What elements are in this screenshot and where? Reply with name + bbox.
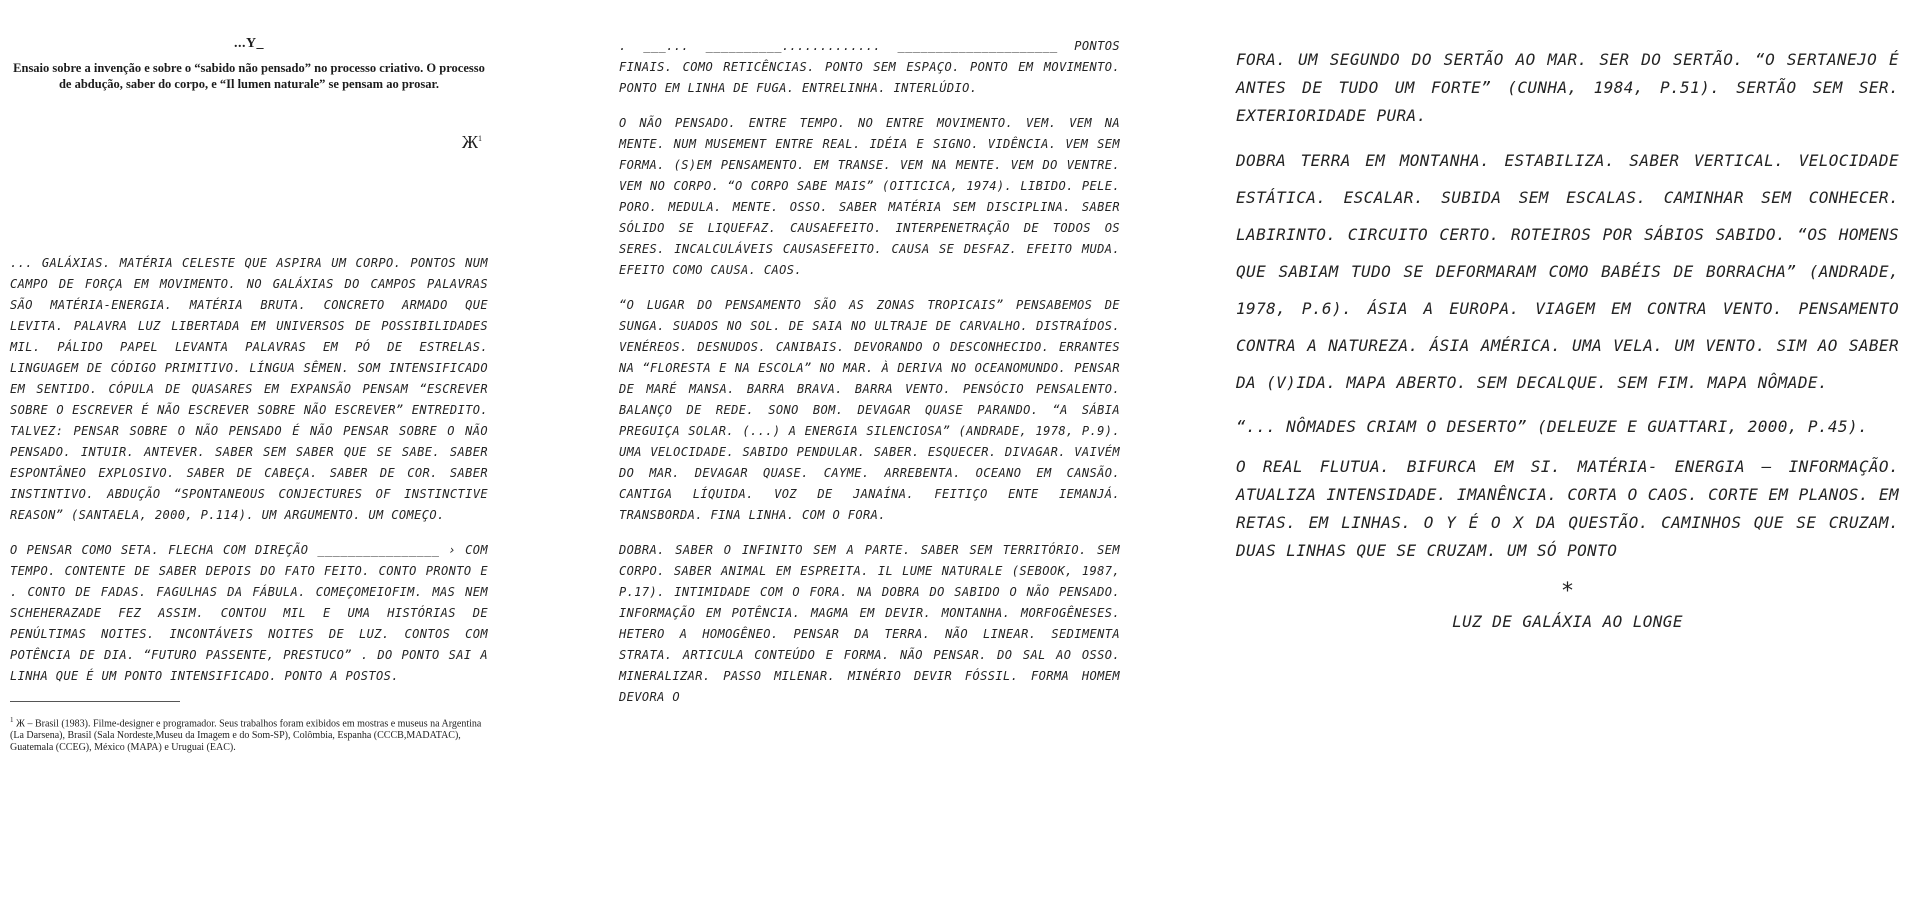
- page-column-3: [1230, 0, 1917, 900]
- handwritten-paragraph: O PENSAR COMO SETA. FLECHA COM DIREÇÃO ________________ › COM TEMPO. CONTENTE DE SABER DEPOIS DO FATO FEITO. CONTO PRONTO E . CONTO DE FADAS. FAGULHAS DA FÁBULA. COMEÇOMEIOFIM. MAS NEM SCHEHERAZADE FEZ ASSIM. CONTOU MIL E UMA HISTÓRIAS DE PENÚLTIMAS NOITES. INCONTÁVEIS NOITES DE LUZ. CONTOS COM POTÊNCIA DE DIA. “FUTURO PASSENTE, PRESTUCO” . DO PONTO SAI A LINHA QUE É UM PONTO INTENSIFICADO. PONTO A POSTOS.: [10, 543, 488, 683]
- footnote: [10, 714, 488, 754]
- page-column-1: [0, 0, 500, 900]
- document-subtitle: Ensaio sobre a invenção e sobre o “sabido não pensado” no processo criativo. O processo de abdução, saber do corpo, e “Il lumen naturale” se pensam ao prosar.: [13, 61, 485, 91]
- handwritten-paragraph: O REAL FLUTUA. BIFURCA EM SI. MATÉRIA- ENERGIA – INFORMAÇÃO. ATUALIZA INTENSIDADE. IMANÊNCIA. CORTA O CAOS. CORTE EM PLANOS. EM RETAS. EM LINHAS. O Y É O X DA QUESTÃO. CAMINHOS QUE SE CRUZAM. DUAS LINHAS QUE SE CRUZAM. UM SÓ PONTO: [1236, 457, 1899, 560]
- handwritten-paragraph: . ___... __________............. _____________________ PONTOS FINAIS. COMO RETICÊNCIAS. PONTO SEM ESPAÇO. PONTO EM MOVIMENTO. PONTO EM LINHA DE FUGA. ENTRELINHA. INTERLÚDIO.: [619, 39, 1120, 95]
- footnote-number: 1: [10, 716, 14, 724]
- handwritten-paragraph: “O LUGAR DO PENSAMENTO SÃO AS ZONAS TROPICAIS” PENSABEMOS DE SUNGA. SUADOS NO SOL. DE SAIA NO ULTRAJE DE CARVALHO. DISTRAÍDOS. VENÉREOS. DESNUDOS. CANIBAIS. DEVORANDO O DESCONHECIDO. ERRANTES NA “FLORESTA E NA ESCOLA” NO MAR. À DERIVA NO OCEANOMUNDO. PENSAR DE MARÉ MANSA. BARRA BRAVA. BARRA VENTO. PENSÓCIO PENSALENTO. BALANÇO DE REDE. SONO BOM. DEVAGAR QUASE PARANDO. “A SÁBIA PREGUIÇA SOLAR. (...) A ENERGIA SILENCIOSA” (ANDRADE, 1978, P.9). UMA VELOCIDADE. SABIDO PENDULAR. SABER. ESQUECER. DIVAGAR. VAIVÉM DO MAR. DEVAGAR QUASE. CAYME. ARREBENTA. OCEANO EM CANSÃO. CANTIGA LÍQUIDA. VOZ DE JANAÍNA. FEITIÇO ENTE IEMANJÁ. TRANSBORDA. FINA LINHA. COM O FORA.: [619, 298, 1120, 522]
- document-title: ...Y_: [233, 36, 265, 51]
- handwritten-paragraph: DOBRA TERRA EM MONTANHA. ESTABILIZA. SABER VERTICAL. VELOCIDADE ESTÁTICA. ESCALAR. SUBIDA SEM ESCALAS. CAMINHAR SEM CONHECER. LABIRINTO. CIRCUITO CERTO. ROTEIROS POR SÁBIOS SABIDO. “OS HOMENS QUE SABIAM TUDO SE DEFORMARAM COMO BABÉIS DE BORRACHA” (ANDRADE, 1978, P.6). ÁSIA A EUROPA. VIAGEM EM CONTRA VENTO. PENSAMENTO CONTRA A NATUREZA. ÁSIA AMÉRICA. UMA VELA. UM VENTO. SIM AO SABER DA (V)IDA. MAPA ABERTO. SEM DECALQUE. SEM FIM. MAPA NÔMADE.: [1236, 151, 1899, 392]
- footnote-reference: 1: [478, 134, 482, 143]
- page-column-2: [615, 0, 1130, 900]
- handwritten-paragraph: FORA. UM SEGUNDO DO SERTÃO AO MAR. SER DO SERTÃO. “O SERTANEJO É ANTES DE TUDO UM FORTE” (CUNHA, 1984, P.51). SERTÃO SEM SER. EXTERIORIDADE PURA.: [1236, 50, 1899, 125]
- footnote-text: Ж – Brasil (1983). Filme-designer e programador. Seus trabalhos foram exibidos em mostras e museus na Argentina (La Darsena), Brasil (Sala Nordeste,Museu da Imagem e do Som-SP), Colômbia, Espanha (CCCB,MADATAC), Guatemala (CCEG), México (MAPA) e Uruguai (EAC).: [10, 718, 482, 754]
- handwritten-paragraph: ... GALÁXIAS. MATÉRIA CELESTE QUE ASPIRA UM CORPO. PONTOS NUM CAMPO DE FORÇA EM MOVIMENTO. NO GALÁXIAS DO CAMPOS PALAVRAS SÃO MATÉRIA-ENERGIA. MATÉRIA BRUTA. CONCRETO ARMADO QUE LEVITA. PALAVRA LUZ LIBERTADA EM UNIVERSOS DE POSSIBILIDADES MIL. PÁLIDO PAPEL LEVANTA PALAVRAS EM PÓ DE ESTRELAS. LINGUAGEM DE CÓDIGO PRIMITIVO. LÍNGUA SÊMEN. SOM INTENSIFICADO EM SENTIDO. CÓPULA DE QUASARES EM EXPANSÃO PENSAM “ESCREVER SOBRE O ESCREVER É NÃO ESCREVER SOBRE NÃO ESCREVER” ENTREDITO. TALVEZ: PENSAR SOBRE O NÃO PENSADO É NÃO PENSAR SOBRE O NÃO PENSADO. INTUIR. ANTEVER. SABER SEM SABER QUE SE SABE. SABER ESPONTÂNEO EXPLOSIVO. SABER DE CABEÇA. SABER DE COR. SABER INSTINTIVO. ABDUÇÃO “SPONTANEOUS CONJECTURES OF INSTINCTIVE REASON” (SANTAELA, 2000, P.114). UM ARGUMENTO. UM COMEÇO.: [10, 256, 488, 522]
- handwritten-paragraph: O NÃO PENSADO. ENTRE TEMPO. NO ENTRE MOVIMENTO. VEM. VEM NA MENTE. NUM MUSEMENT ENTRE REAL. IDÉIA E SIGNO. VIDÊNCIA. VEM SEM FORMA. (S)EM PENSAMENTO. EM TRANSE. VEM NA MENTE. VEM DO VENTRE. VEM NO CORPO. “O CORPO SABE MAIS” (OITICICA, 1974). LIBIDO. PELE. PORO. MEDULA. MENTE. OSSO. SABER MATÉRIA SEM DISCIPLINA. SABER SÓLIDO SE LIQUEFAZ. CAUSAEFEITO. INTERPENETRAÇÃO DE TODOS OS SERES. INCALCULÁVEIS CAUSASEFEITO. CAUSA SE DESFAZ. EFEITO MUDA. EFEITO COMO CAUSA. CAOS.: [619, 116, 1120, 277]
- author-glyph: Ж: [461, 132, 478, 152]
- handwritten-paragraph: “... NÔMADES CRIAM O DESERTO” (DELEUZE E GUATTARI, 2000, P.45).: [1236, 417, 1869, 436]
- footnote-divider: [10, 701, 180, 702]
- author-signature: [10, 132, 482, 153]
- closing-line: LUZ DE GALÁXIA AO LONGE: [1452, 612, 1683, 631]
- handwritten-paragraph: DOBRA. SABER O INFINITO SEM A PARTE. SABER SEM TERRITÓRIO. SEM CORPO. SABER ANIMAL EM ESPREITA. IL LUME NATURALE (SEBOOK, 1987, P.17). INTIMIDADE COM O FORA. NA DOBRA DO SABIDO O NÃO PENSADO. INFORMAÇÃO EM POTÊNCIA. MAGMA EM DEVIR. MONTANHA. MORFOGÊNESES. HETERO A HOMOGÊNEO. PENSAR DA TERRA. NÃO LINEAR. SEDIMENTA STRATA. ARTICULA CONTEÚDO E FORMA. NÃO PENSAR. DO SAL AO OSSO. MINERALIZAR. PASSO MILENAR. MINÉRIO DEVIR FÓSSIL. FORMA HOMEM DEVORA O: [619, 543, 1120, 704]
- section-asterisk: *: [1562, 579, 1573, 604]
